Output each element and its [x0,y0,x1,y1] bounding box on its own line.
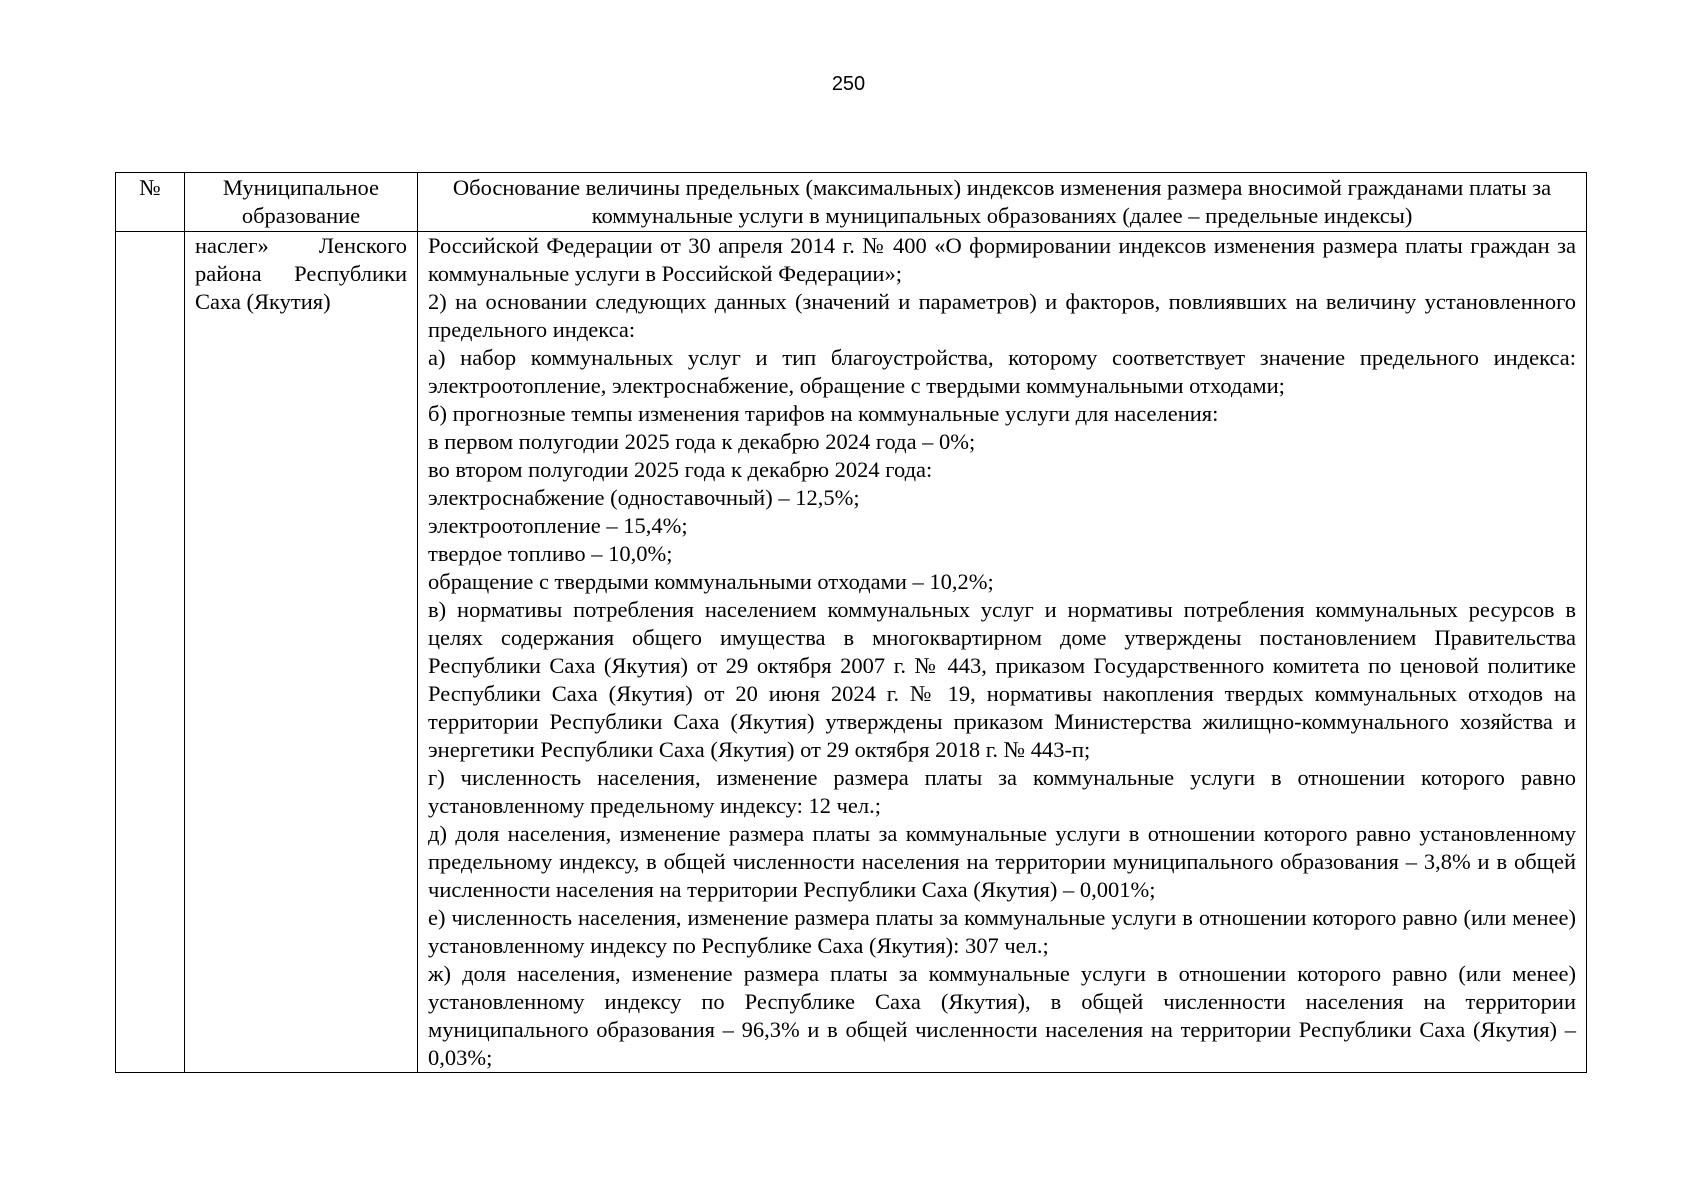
paragraph: г) численность населения, изменение размера платы за коммунальные услуги в отношении которого равно установленному предельному индексу: 12 чел.; [428,765,1576,818]
municipality-line: наслег» Ленского [195,233,407,258]
paragraph: во втором полугодии 2025 года к декабрю 2024 года: [428,457,933,482]
table-header-row [116,173,1587,232]
paragraph: б) прогнозные темпы изменения тарифов на коммунальные услуги для населения: [428,401,1219,426]
paragraph: ж) доля населения, изменение размера платы за коммунальные услуги в отношении которого равно (или менее) установленному индексу по Республике Саха (Якутия), в общей численности населения на территории муниципального образования – 96,3% и в общей численности населения на территории Республики Саха (Якутия) – 0,03%; [428,961,1576,1070]
paragraph: электроснабжение (одноставочный) – 12,5%; [428,485,860,510]
header-municipality: Муниципальное образование [185,173,418,232]
paragraph: твердое топливо – 10,0%; [428,541,673,566]
page-number: 250 [831,73,866,95]
paragraph: 2) на основании следующих данных (значений и параметров) и факторов, повлиявших на величину установленного предельного индекса: [428,289,1576,342]
paragraph: обращение с твердыми коммунальными отходами – 10,2%; [428,569,994,594]
municipality-line: района Республики [195,261,407,286]
cell-justification [418,232,1587,1073]
table-row [116,232,1587,1073]
paragraph: д) доля населения, изменение размера платы за коммунальные услуги в отношении которого равно установленному предельному индексу, в общей численности населения на территории муниципального образования – 3,8% и в общей численности населения на территории Республики Саха (Якутия) – 0,001%; [428,821,1576,902]
header-justification: Обоснование величины предельных (максимальных) индексов изменения размера вносимой гражданами платы за коммунальные услуги в муниципальных образованиях (далее – предельные индексы) [418,173,1587,232]
justification-table [115,172,1587,1073]
municipality-line: Саха (Якутия) [195,289,331,314]
paragraph: Российской Федерации от 30 апреля 2014 г. № 400 «О формировании индексов изменения размера платы граждан за коммунальные услуги в Российской Федерации»; [428,233,1576,286]
cell-municipality [185,232,418,1073]
cell-number [116,232,185,1073]
paragraph: в) нормативы потребления населением коммунальных услуг и нормативы потребления коммунальных ресурсов в целях содержания общего имущества в многоквартирном доме утверждены постановлением Правительства Республики Саха (Якутия) от 29 октября 2007 г. № 443, приказом Государственного комитета по ценовой политике Республики Саха (Якутия) от 20 июня 2024 г. № 19, нормативы накопления твердых коммунальных отходов на территории Республики Саха (Якутия) утверждены приказом Министерства жилищно-коммунального хозяйства и энергетики Республики Саха (Якутия) от 29 октября 2018 г. № 443-п; [428,597,1576,762]
paragraph: е) численность населения, изменение размера платы за коммунальные услуги в отношении которого равно (или менее) установленному индексу по Республике Саха (Якутия): 307 чел.; [428,905,1576,958]
paragraph: в первом полугодии 2025 года к декабрю 2024 года – 0%; [428,429,976,454]
header-number: № [116,173,185,232]
paragraph: а) набор коммунальных услуг и тип благоустройства, которому соответствует значение предельного индекса: электроотопление, электроснабжение, обращение с твердыми коммунальными отходами; [428,345,1576,398]
paragraph: электроотопление – 15,4%; [428,513,688,538]
